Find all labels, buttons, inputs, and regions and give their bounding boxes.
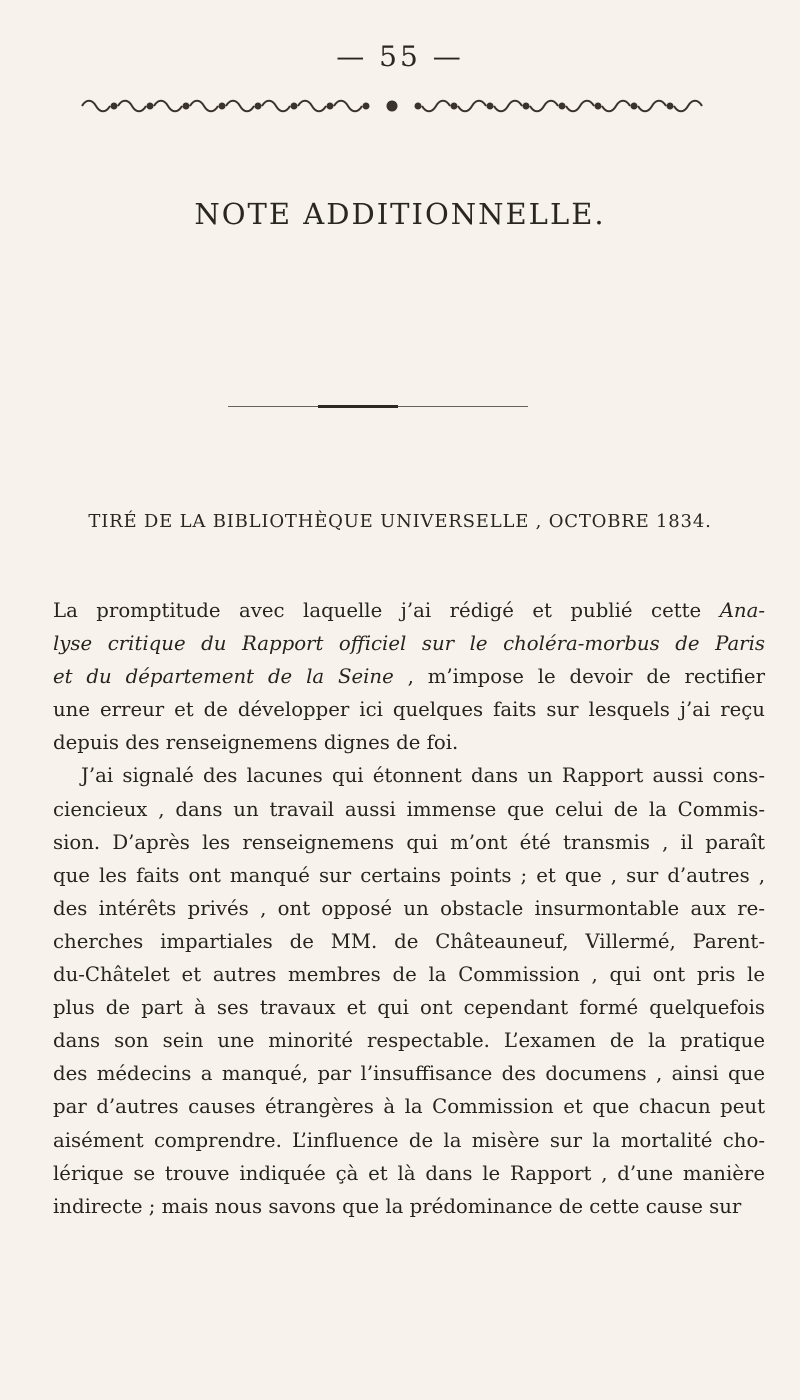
text-line: et du département de la Seine , m’impose le devoir de rectifier — [53, 665, 765, 689]
text-line: indirecte ; mais nous savons que la prédominance de cette cause sur — [53, 1194, 742, 1218]
text-line: que les faits ont manqué sur certains points ; et que , sur d’autres , — [53, 863, 765, 887]
text-line: du-Châtelet et autres membres de la Commission , qui ont pris le — [53, 963, 765, 987]
source-citation: TIRÉ DE LA BIBLIOTHÈQUE UNIVERSELLE , OCTOBRE 1834. — [88, 511, 712, 532]
decorative-rule — [228, 405, 528, 408]
text-line: lyse critique du Rapport officiel sur le choléra-morbus de Paris — [53, 632, 765, 656]
text-line: depuis des renseignemens dignes de foi. — [53, 731, 459, 755]
text-line: des médecins a manqué, par l’insuffisance des documens , ainsi que — [53, 1062, 765, 1086]
text-line: ciencieux , dans un travail aussi immense que celui de la Commis- — [53, 797, 765, 821]
text-line: dans son sein une minorité respectable. L’examen de la pratique — [53, 1029, 765, 1053]
text-line: lérique se trouve indiquée çà et là dans le Rapport , d’une manière — [53, 1161, 765, 1185]
page-number: — 55 — — [336, 40, 464, 73]
text-line: La promptitude avec laquelle j’ai rédigé et publié cette Ana- — [53, 599, 765, 622]
text-line: des intérêts privés , ont opposé un obstacle insurmontable aux re- — [53, 896, 765, 920]
text-line: sion. D’après les renseignemens qui m’ont été transmis , il paraît — [53, 830, 765, 854]
text-line: une erreur et de développer ici quelques faits sur lesquels j’ai reçu — [53, 698, 765, 722]
section-heading: NOTE ADDITIONNELLE. — [194, 197, 606, 231]
text-line: plus de part à ses travaux et qui ont cependant formé quelquefois — [53, 996, 765, 1020]
text-line: aisément comprendre. L’influence de la misère sur la mortalité cho- — [53, 1128, 765, 1152]
body-text — [53, 594, 765, 1223]
ornamental-border-band — [80, 96, 705, 116]
text-line: par d’autres causes étrangères à la Commission et que chacun peut — [53, 1095, 765, 1119]
text-line: J’ai signalé des lacunes qui étonnent dans un Rapport aussi cons- — [81, 764, 765, 788]
text-line: cherches impartiales de MM. de Châteauneuf, Villermé, Parent- — [53, 929, 765, 953]
